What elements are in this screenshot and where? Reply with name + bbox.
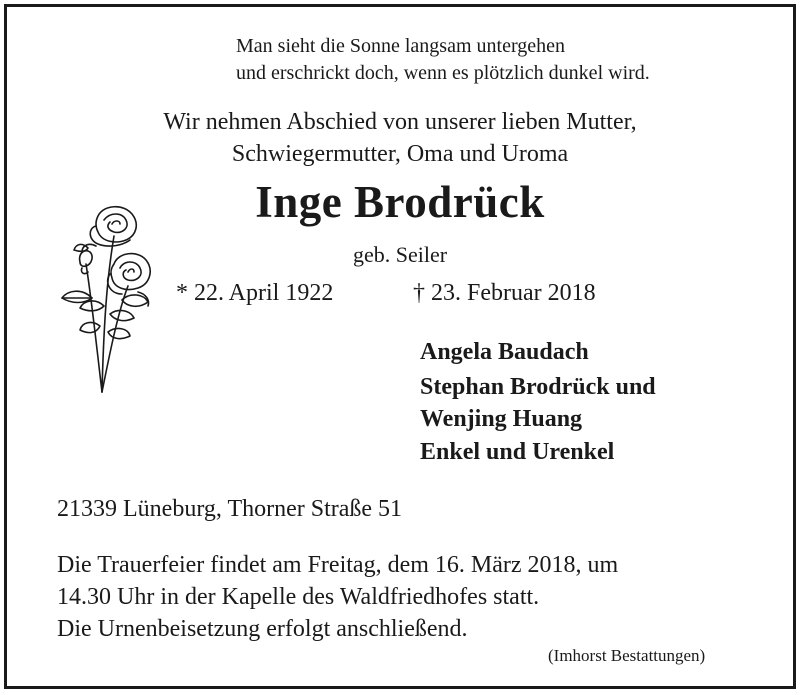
birth-date: * 22. April 1922 (176, 280, 334, 306)
service-line-1: Die Trauerfeier findet am Freitag, dem 16. März 2018, um (57, 552, 619, 578)
maiden-name: geb. Seiler (352, 242, 448, 267)
undertaker-credit: (Imhorst Bestattungen) (548, 646, 706, 665)
address: 21339 Lüneburg, Thorner Straße 51 (57, 496, 403, 522)
family-member-1: Angela Baudach (420, 339, 589, 365)
rose-icon (52, 202, 158, 402)
service-line-2: 14.30 Uhr in der Kapelle des Waldfriedhofes statt. (57, 584, 540, 610)
deceased-name: Inge Brodrück (255, 177, 545, 227)
death-date: † 23. Februar 2018 (413, 280, 596, 306)
family-member-4: Enkel und Urenkel (420, 439, 615, 465)
service-line-3: Die Urnenbeisetzung erfolgt anschließend. (57, 616, 468, 642)
family-member-3: Wenjing Huang (420, 406, 583, 432)
quote-line-2: und erschrickt doch, wenn es plötzlich dunkel wird. (236, 62, 650, 84)
intro-line-1: Wir nehmen Abschied von unserer lieben Mutter, (163, 109, 637, 135)
family-member-2: Stephan Brodrück und (420, 374, 656, 400)
intro-line-2: Schwiegermutter, Oma und Uroma (231, 141, 569, 167)
quote-line-1: Man sieht die Sonne langsam untergehen (236, 35, 566, 57)
